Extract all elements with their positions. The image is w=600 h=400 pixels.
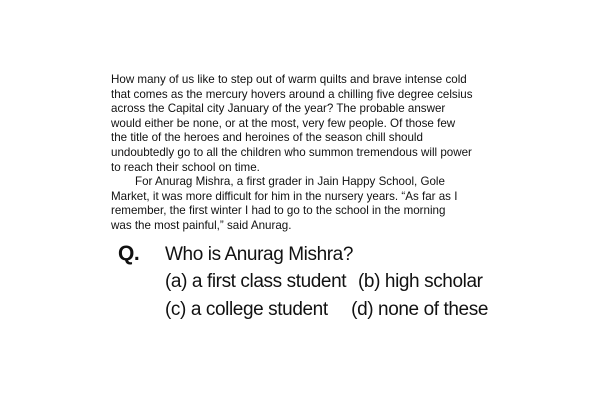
passage-line: undoubtedly go to all the children who summon tremendous will power: [111, 145, 472, 159]
passage-line: How many of us like to step out of warm quilts and brave intense cold: [111, 73, 467, 86]
passage-line: would either be none, or at the most, very few people. Of those few: [111, 116, 456, 130]
passage-line: the title of the heroes and heroines of the season chill should: [111, 131, 423, 145]
passage-line: across the Capital city January of the year? The probable answer: [111, 102, 446, 116]
passage-line: For Anurag Mishra, a first grader in Jain Happy School, Gole: [135, 175, 445, 189]
passage-line: that comes as the mercury hovers around a chilling five degree celsius: [111, 87, 473, 101]
passage-line: remember, the first winter I had to go to the school in the morning: [111, 204, 446, 218]
option-b: (b) high scholar: [358, 271, 483, 292]
option-d: (d) none of these: [351, 299, 488, 320]
question-marker: Q.: [118, 242, 140, 265]
question-text: Who is Anurag Mishra?: [165, 244, 354, 265]
option-c: (c) a college student: [165, 299, 328, 320]
question-row: [118, 242, 488, 271]
options-row: [118, 299, 488, 327]
passage-line: was the most painful,” said Anurag.: [111, 218, 292, 232]
option-a: (a) a first class student: [165, 271, 347, 292]
passage-line: to reach their school on time.: [111, 160, 260, 174]
passage: [111, 73, 501, 234]
passage-line: Market, it was more difficult for him in the nursery years. “As far as I: [111, 189, 458, 203]
options-row: [118, 271, 488, 299]
question-block: [118, 242, 488, 327]
